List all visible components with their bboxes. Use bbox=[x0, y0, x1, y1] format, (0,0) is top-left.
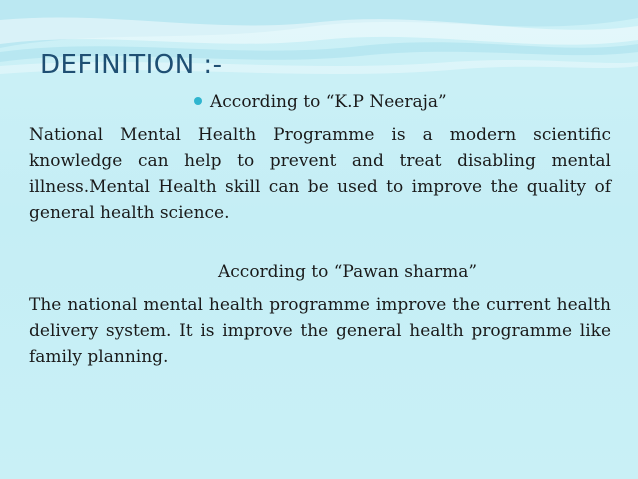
source-heading-2 bbox=[0, 262, 638, 282]
definition-paragraph-1: National Mental Health Programme is a modern scientific knowledge can help to prevent and treat disabling mental illness.Mental Health skill can be used to improve the quality of general health science. bbox=[29, 125, 611, 223]
slide-title: DEFINITION :- bbox=[40, 50, 223, 80]
source-label-2: According to “Pawan sharma” bbox=[218, 262, 478, 282]
bullet-icon bbox=[194, 97, 202, 105]
definition-paragraph-2: The national mental health programme improve the current health delivery system. It is improve the general health programme like family planning. bbox=[29, 295, 611, 367]
source-label-1: According to “K.P Neeraja” bbox=[210, 92, 447, 112]
source-heading-1 bbox=[0, 92, 638, 112]
